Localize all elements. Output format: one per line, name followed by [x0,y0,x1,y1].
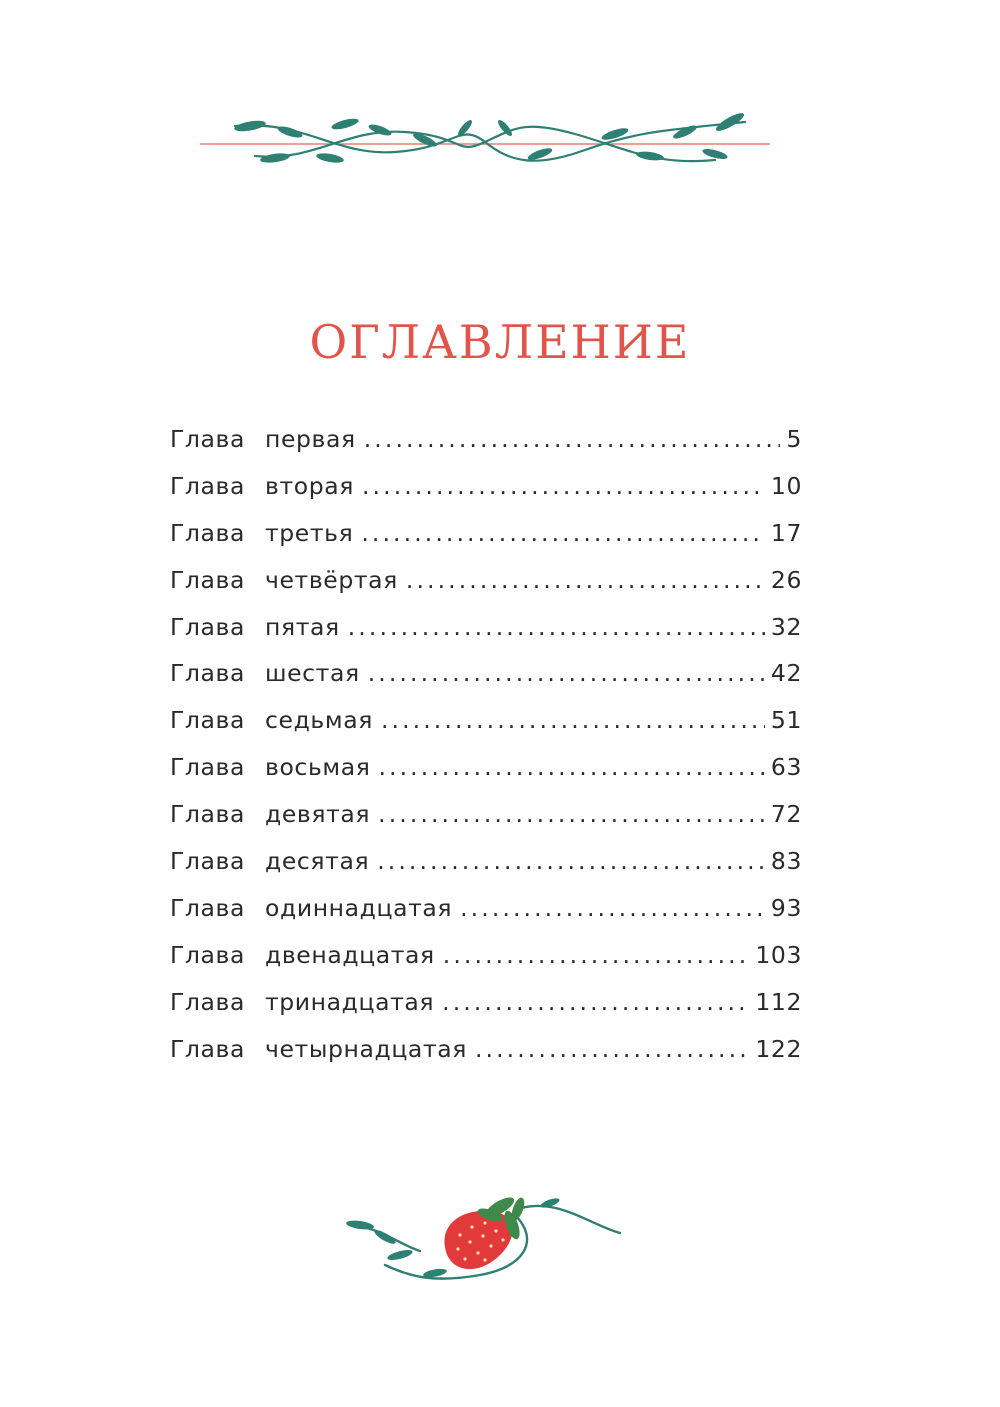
toc-entry-title: третья [265,518,354,547]
dot-leader [406,566,765,594]
toc-entry-prefix: Глава [170,753,246,782]
toc-entry[interactable] [170,472,802,519]
dot-leader [475,1035,749,1063]
toc-entry[interactable] [170,800,802,847]
toc-entry-prefix: Глава [170,425,246,453]
toc-entry-title: четырнадцатая [265,1034,467,1063]
toc-entry-title: десятая [265,847,370,876]
toc-entry[interactable] [170,706,802,753]
toc-entry-page: 72 [770,800,802,829]
vine-ornament-top [195,110,775,175]
toc-entry-title: первая [265,425,356,453]
toc-entry-title: двенадцатая [265,940,435,969]
toc-entry-page: 10 [770,471,802,500]
toc-entry-page: 32 [770,612,802,641]
vine-stem-icon [515,1206,620,1233]
dot-leader [362,472,765,500]
strawberry-icon [444,1194,526,1269]
toc-entry-prefix: Глава [170,987,246,1016]
toc-entry-title: восьмая [265,753,371,782]
toc-entry-prefix: Глава [170,659,246,688]
toc-entry-title: девятая [265,800,371,829]
dot-leader [443,941,750,969]
dot-leader [378,753,764,781]
toc-entry-prefix: Глава [170,565,246,594]
toc-entry[interactable] [170,659,802,706]
toc-entry-page: 42 [770,659,802,688]
dot-leader [348,613,765,641]
toc-entry[interactable] [170,613,802,660]
dot-leader [364,425,781,453]
toc-entry-prefix: Глава [170,471,246,500]
dot-leader [381,706,765,734]
toc-entry[interactable] [170,1035,802,1082]
strawberry-ornament [340,1185,625,1295]
dot-leader [368,659,765,687]
toc-entry-page: 83 [770,847,802,876]
toc-entry-title: одиннадцатая [265,893,453,922]
toc-entry-title: тринадцатая [265,987,435,1016]
toc-entry-prefix: Глава [170,612,246,641]
toc-entry[interactable] [170,988,802,1035]
toc-entry[interactable] [170,566,802,613]
toc-entry-page: 112 [755,987,802,1016]
toc-entry[interactable] [170,519,802,566]
toc-entry-title: четвёртая [265,565,398,594]
table-of-contents [170,425,802,1081]
dot-leader [460,894,765,922]
toc-entry-prefix: Глава [170,706,246,735]
toc-entry-title: вторая [265,471,354,500]
dot-leader [378,800,765,828]
toc-entry[interactable] [170,847,802,894]
toc-entry[interactable] [170,425,802,472]
toc-entry-page: 103 [755,940,802,969]
toc-entry-prefix: Глава [170,893,246,922]
toc-entry-prefix: Глава [170,518,246,547]
toc-entry-page: 5 [786,425,802,453]
toc-entry-page: 93 [770,893,802,922]
dot-leader [377,847,765,875]
dot-leader [442,988,749,1016]
dot-leader [361,519,765,547]
toc-entry-prefix: Глава [170,847,246,876]
toc-entry[interactable] [170,753,802,800]
toc-entry-title: шестая [265,659,360,688]
toc-entry-page: 63 [770,753,802,782]
toc-entry[interactable] [170,894,802,941]
toc-entry-prefix: Глава [170,940,246,969]
toc-entry[interactable] [170,941,802,988]
toc-entry-title: пятая [265,612,340,641]
toc-entry-title: седьмая [265,706,373,735]
page-title: ОГЛАВЛЕНИЕ [309,315,691,369]
toc-entry-page: 17 [770,518,802,547]
toc-entry-prefix: Глава [170,1034,246,1063]
toc-entry-page: 122 [755,1034,802,1063]
toc-entry-page: 26 [770,565,802,594]
toc-entry-prefix: Глава [170,800,246,829]
toc-entry-page: 51 [770,706,802,735]
